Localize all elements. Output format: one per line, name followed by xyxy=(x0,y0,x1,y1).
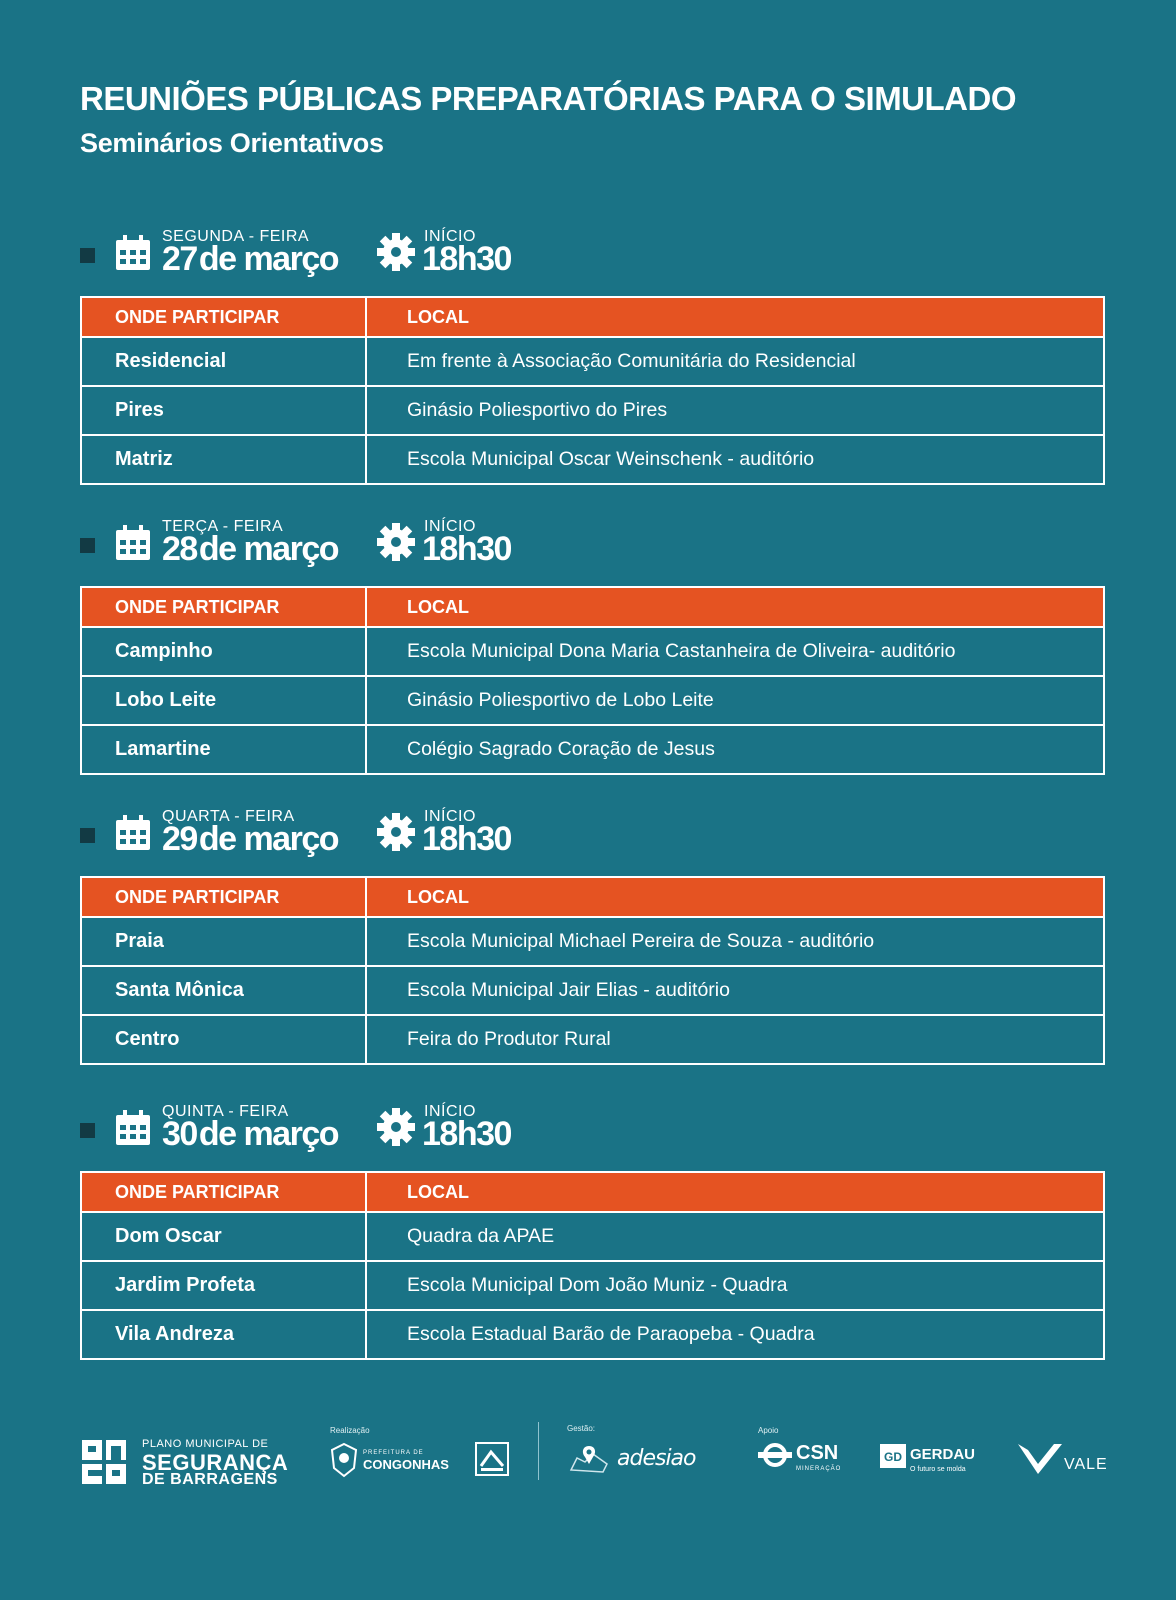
start-label: INÍCIO xyxy=(424,808,476,825)
start-time: 18h30 xyxy=(422,240,511,278)
place-name: Praia xyxy=(81,917,366,966)
table-row xyxy=(81,435,1104,484)
day-section xyxy=(80,808,1105,1065)
place-location: Escola Estadual Barão de Paraopeba - Quadra xyxy=(366,1310,1104,1359)
table-row xyxy=(81,966,1104,1015)
place-location: Ginásio Poliesportivo do Pires xyxy=(366,386,1104,435)
table-row xyxy=(81,1015,1104,1064)
place-name: Lobo Leite xyxy=(81,676,366,725)
locations-table xyxy=(80,1171,1105,1360)
place-location: Ginásio Poliesportivo de Lobo Leite xyxy=(366,676,1104,725)
day-header xyxy=(80,808,1105,876)
prefeitura-small: PREFEITURA DE xyxy=(363,1450,424,1456)
vale-name: VALE xyxy=(1064,1456,1108,1473)
realizacao-label: Realização xyxy=(330,1426,370,1435)
gerdau-name: GERDAU xyxy=(910,1446,976,1463)
bullet-square xyxy=(80,248,95,263)
pmsb-line1: PLANO MUNICIPAL DE xyxy=(142,1438,269,1450)
date-label xyxy=(162,530,338,569)
day-number: 28 xyxy=(162,530,197,568)
table-header-row xyxy=(81,297,1104,337)
pmsb-line3: DE BARRAGENS xyxy=(142,1471,278,1488)
col-header-local: LOCAL xyxy=(366,877,1104,917)
day-header xyxy=(80,228,1105,296)
table-header-row xyxy=(81,1172,1104,1212)
place-location: Em frente à Associação Comunitária do Residencial xyxy=(366,337,1104,386)
calendar-icon xyxy=(114,234,152,272)
place-name: Centro xyxy=(81,1015,366,1064)
gestao-label: Gestão: xyxy=(567,1424,596,1433)
weekday-label: TERÇA - FEIRA xyxy=(162,518,284,535)
locations-table xyxy=(80,876,1105,1065)
pmsb-logo-icon xyxy=(80,1438,130,1488)
locations-table xyxy=(80,296,1105,485)
place-name: Lamartine xyxy=(81,725,366,774)
bullet-square xyxy=(80,1123,95,1138)
prefeitura-name: CONGONHAS xyxy=(363,1457,449,1472)
calendar-icon xyxy=(114,1109,152,1147)
place-location: Quadra da APAE xyxy=(366,1212,1104,1261)
col-header-onde: ONDE PARTICIPAR xyxy=(81,297,366,337)
day-header xyxy=(80,518,1105,586)
day-month: de março xyxy=(198,1115,339,1153)
page-title: REUNIÕES PÚBLICAS PREPARATÓRIAS PARA O SIMULADO xyxy=(80,80,1016,117)
place-name: Matriz xyxy=(81,435,366,484)
apoio-label: Apoio xyxy=(758,1426,779,1435)
col-header-onde: ONDE PARTICIPAR xyxy=(81,877,366,917)
place-location: Escola Municipal Dom João Muniz - Quadra xyxy=(366,1261,1104,1310)
date-label xyxy=(162,1115,338,1154)
date-label xyxy=(162,820,338,859)
place-name: Pires xyxy=(81,386,366,435)
map-pin-icon xyxy=(567,1442,611,1476)
adesiao-name: adesiao xyxy=(617,1446,696,1471)
day-month: de março xyxy=(198,820,339,858)
place-location: Escola Municipal Oscar Weinschenk - auditório xyxy=(366,435,1104,484)
weekday-label: QUINTA - FEIRA xyxy=(162,1103,289,1120)
table-row xyxy=(81,676,1104,725)
vale-logo xyxy=(1018,1442,1108,1482)
day-month: de março xyxy=(198,530,339,568)
weekday-label: QUARTA - FEIRA xyxy=(162,808,295,825)
place-location: Colégio Sagrado Coração de Jesus xyxy=(366,725,1104,774)
table-row xyxy=(81,917,1104,966)
adesiao-logo xyxy=(567,1440,707,1485)
col-header-onde: ONDE PARTICIPAR xyxy=(81,587,366,627)
gerdau-symbol-icon xyxy=(880,1444,906,1468)
gerdau-logo xyxy=(880,1444,1000,1484)
table-row xyxy=(81,725,1104,774)
col-header-local: LOCAL xyxy=(366,587,1104,627)
table-row xyxy=(81,1310,1104,1359)
start-label: INÍCIO xyxy=(424,1103,476,1120)
day-number: 27 xyxy=(162,240,197,278)
col-header-local: LOCAL xyxy=(366,1172,1104,1212)
calendar-icon xyxy=(114,524,152,562)
col-header-local: LOCAL xyxy=(366,297,1104,337)
bullet-square xyxy=(80,828,95,843)
day-number: 30 xyxy=(162,1115,197,1153)
day-section xyxy=(80,1103,1105,1360)
place-name: Vila Andreza xyxy=(81,1310,366,1359)
gear-icon xyxy=(376,1107,416,1147)
csn-logo xyxy=(758,1440,848,1485)
table-row xyxy=(81,386,1104,435)
csn-name: CSN xyxy=(796,1442,839,1464)
day-section xyxy=(80,518,1105,775)
table-header-row xyxy=(81,877,1104,917)
table-row xyxy=(81,627,1104,676)
col-header-onde: ONDE PARTICIPAR xyxy=(81,1172,366,1212)
day-header xyxy=(80,1103,1105,1171)
place-location: Escola Municipal Jair Elias - auditório xyxy=(366,966,1104,1015)
vale-v-icon xyxy=(1018,1442,1062,1476)
day-month: de março xyxy=(198,240,339,278)
table-row xyxy=(81,1212,1104,1261)
csn-sub: MINERAÇÃO xyxy=(796,1466,842,1472)
place-location: Feira do Produtor Rural xyxy=(366,1015,1104,1064)
day-number: 29 xyxy=(162,820,197,858)
footer-logos xyxy=(80,1424,1108,1520)
footer-divider xyxy=(538,1422,539,1480)
pmsb-line2: SEGURANÇA xyxy=(142,1450,289,1475)
place-name: Residencial xyxy=(81,337,366,386)
table-row xyxy=(81,1261,1104,1310)
place-name: Jardim Profeta xyxy=(81,1261,366,1310)
day-section xyxy=(80,228,1105,485)
table-header-row xyxy=(81,587,1104,627)
place-name: Campinho xyxy=(81,627,366,676)
place-name: Dom Oscar xyxy=(81,1212,366,1261)
place-location: Escola Municipal Michael Pereira de Souza - auditório xyxy=(366,917,1104,966)
csn-symbol-icon xyxy=(758,1442,792,1468)
table-row xyxy=(81,337,1104,386)
gear-icon xyxy=(376,522,416,562)
prefeitura-crest-icon xyxy=(330,1442,358,1478)
start-time: 18h30 xyxy=(422,530,511,568)
start-time: 18h30 xyxy=(422,1115,511,1153)
gear-icon xyxy=(376,232,416,272)
start-time: 18h30 xyxy=(422,820,511,858)
locations-table xyxy=(80,586,1105,775)
pmsb-logo xyxy=(80,1438,289,1498)
municipal-seal-icon xyxy=(475,1442,509,1476)
gear-icon xyxy=(376,812,416,852)
start-label: INÍCIO xyxy=(424,518,476,535)
date-label xyxy=(162,240,338,279)
prefeitura-logo xyxy=(330,1440,530,1490)
bullet-square xyxy=(80,538,95,553)
place-location: Escola Municipal Dona Maria Castanheira de Oliveira- auditório xyxy=(366,627,1104,676)
start-label: INÍCIO xyxy=(424,228,476,245)
calendar-icon xyxy=(114,814,152,852)
weekday-label: SEGUNDA - FEIRA xyxy=(162,228,310,245)
place-name: Santa Mônica xyxy=(81,966,366,1015)
page-subtitle: Seminários Orientativos xyxy=(80,128,384,158)
gerdau-sub: O futuro se molda xyxy=(910,1466,966,1473)
svg-text:GD: GD xyxy=(884,1450,902,1464)
